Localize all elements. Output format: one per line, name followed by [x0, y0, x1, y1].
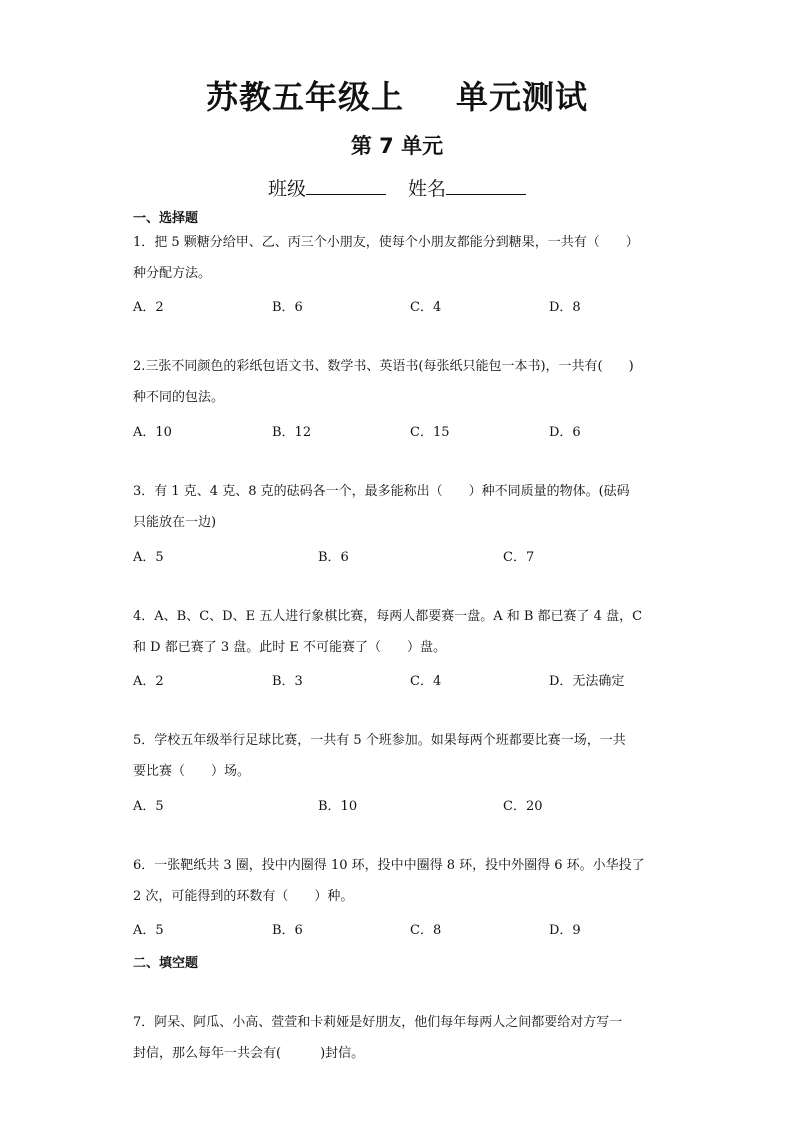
option-b[interactable]: B．6: [318, 550, 349, 565]
question-text-line: 7．阿呆、阿瓜、小高、萱萱和卡莉娅是好朋友，他们每年每两人之间都要给对方写一: [133, 1015, 623, 1030]
page-title: [0, 72, 794, 118]
question-text-line: 种不同的包法。: [133, 390, 225, 405]
options-row: [133, 421, 663, 441]
question-text-line: 4．A、B、C、D、E 五人进行象棋比赛，每两人都要赛一盘。A 和 B 都已赛了 4 盘，C: [133, 609, 643, 624]
option-b[interactable]: B．3: [272, 674, 303, 689]
question-text-line: 6．一张靶纸共 3 圈，投中内圈得 10 环，投中中圈得 8 环，投中外圈得 6 环。小华投了: [133, 858, 645, 873]
option-d[interactable]: D．9: [549, 923, 581, 938]
question-5: [133, 725, 663, 787]
question-7: [133, 1007, 663, 1069]
option-c[interactable]: C．4: [410, 300, 442, 315]
option-a[interactable]: A．2: [133, 674, 164, 689]
option-c[interactable]: C．8: [410, 923, 442, 938]
question-text-line: 2 次，可能得到的环数有（ ）种。: [133, 889, 354, 904]
section-heading-choice: 一、选择题: [133, 211, 199, 226]
section-heading-fill: 二、填空题: [133, 956, 199, 971]
option-c[interactable]: C．7: [503, 550, 535, 565]
title-test: 单元测试: [456, 78, 589, 116]
option-a[interactable]: A．5: [133, 799, 164, 814]
option-b[interactable]: B．10: [318, 799, 358, 814]
options-row: [133, 919, 663, 939]
options-row: [133, 670, 663, 690]
option-b[interactable]: B．12: [272, 425, 312, 440]
question-text-line: 和 D 都已赛了 3 盘。此时 E 不可能赛了（ ）盘。: [133, 640, 446, 655]
name-blank[interactable]: [446, 176, 526, 195]
class-label: 班级: [267, 178, 306, 200]
class-blank[interactable]: [306, 176, 386, 195]
question-1: [133, 227, 663, 289]
question-text-line: 只能放在一边): [133, 515, 217, 530]
question-text-line: 5．学校五年级举行足球比赛，一共有 5 个班参加。如果每两个班都要比赛一场，一共: [133, 733, 626, 748]
title-grade: 苏教五年级上: [205, 78, 404, 116]
option-c[interactable]: C．15: [410, 425, 450, 440]
question-text-line: 封信，那么每年一共会有( )封信。: [133, 1046, 365, 1061]
options-row: [133, 546, 663, 566]
question-6: [133, 850, 663, 912]
option-c[interactable]: C．4: [410, 674, 442, 689]
question-text-line: 3．有 1 克、4 克、8 克的砝码各一个，最多能称出（ ）种不同质量的物体。(砝码: [133, 484, 630, 499]
question-2: [133, 351, 663, 413]
options-row: [133, 296, 663, 316]
options-row: [133, 795, 663, 815]
option-a[interactable]: A．2: [133, 300, 164, 315]
option-a[interactable]: A．5: [133, 550, 164, 565]
option-d[interactable]: D．无法确定: [549, 674, 625, 689]
question-3: [133, 476, 663, 538]
question-text-line: 2.三张不同颜色的彩纸包语文书、数学书、英语书(每张纸只能包一本书)，一共有( ): [133, 359, 634, 374]
option-b[interactable]: B．6: [272, 300, 303, 315]
option-d[interactable]: D．6: [549, 425, 581, 440]
option-b[interactable]: B．6: [272, 923, 303, 938]
name-label: 姓名: [408, 178, 447, 200]
option-a[interactable]: A．5: [133, 923, 164, 938]
option-a[interactable]: A．10: [133, 425, 172, 440]
unit-subtitle: 第 7 单元: [350, 134, 444, 158]
option-c[interactable]: C．20: [503, 799, 543, 814]
student-info: [0, 174, 794, 201]
option-d[interactable]: D．8: [549, 300, 581, 315]
question-text-line: 要比赛（ ）场。: [133, 764, 251, 779]
question-4: [133, 601, 663, 663]
question-text-line: 1．把 5 颗糖分给甲、乙、丙三个小朋友，使每个小朋友都能分到糖果，一共有（ ）: [133, 235, 639, 250]
question-text-line: 种分配方法。: [133, 266, 212, 281]
